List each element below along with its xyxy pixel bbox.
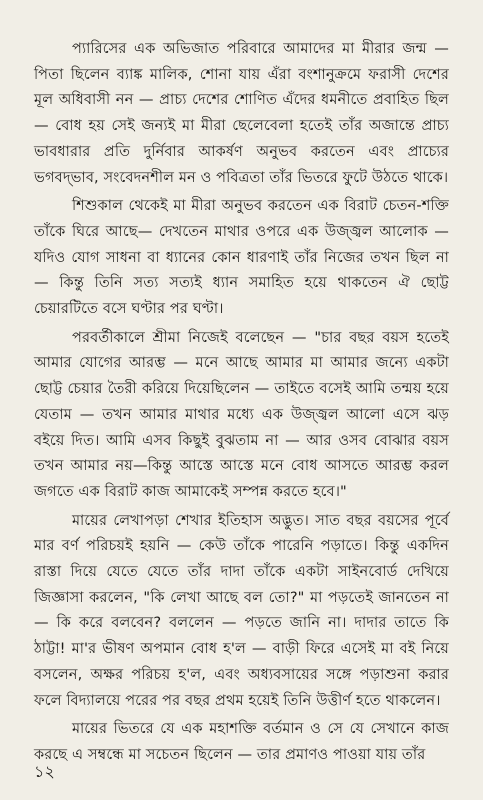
paragraph-5: মায়ের ভিতরে যে এক মহাশক্তি বর্তমান ও সে যে সেখানে কাজ করছে এ সম্বন্ধে মা সচেতন ছিলেন — তার প্রমাণও পাওয়া যায় তাঁর bbox=[34, 720, 449, 763]
page-number: ১২ bbox=[34, 762, 55, 781]
body-text bbox=[34, 36, 449, 768]
paragraph-3: পরবর্তীকালে শ্রীমা নিজেই বলেছেন — "চার বছর বয়স হতেই আমার যোগের আরম্ভ — মনে আছে আমার মা আমার জন্যে একটা ছোট্ট চেয়ার তৈরী করিয়ে দিয়েছিলেন — তাইতে বসেই আমি তন্ময় হয়ে যেতাম — তখন আমার মাথার মধ্যে এক উজ্জ্বল আলো এসে ঝড় বইয়ে দিত। আমি এসব কিছুই বুঝতাম না — আর ওসব বোঝার বয়স তখন আমার নয়—কিন্তু আস্তে আস্তে মনে বোধ আসতে আরম্ভ করল জগতে এক বিরাট কাজ আমাকেই সম্পন্ন করতে হবে।" bbox=[34, 328, 449, 500]
paragraph-4: মায়ের লেখাপড়া শেখার ইতিহাস অদ্ভুত। সাত বছর বয়সের পূর্বে মার বর্ণ পরিচয়ই হয়নি — কেউ তাঁকে পারেনি পড়াতে। কিন্তু একদিন রাস্তা দিয়ে যেতে যেতে তাঁর দাদা তাঁকে একটা সাইনবোর্ড দেখিয়ে জিজ্ঞাসা করলেন, "কি লেখা আছে বল তো?" মা পড়তেই জানতেন না — কি করে বলবেন? বললেন — পড়তে জানি না। দাদার তাতে কি ঠাট্টা! মা'র ভীষণ অপমান বোধ হ'ল — বাড়ী ফিরে এসেই মা বই নিয়ে বসলেন, অক্ষর পরিচয় হ'ল, এবং অধ্যবসায়ের সঙ্গে পড়াশুনা করার ফলে বিদ্যালয়ে পরের পর বছর প্রথম হয়েই তিনি উত্তীর্ণ হতে থাকলেন। bbox=[34, 511, 449, 709]
paragraph-1: প্যারিসের এক অভিজাত পরিবারে আমাদের মা মীরার জন্ম — পিতা ছিলেন ব্যাঙ্ক মালিক, শোনা যায় এঁরা বংশানুক্রমে ফরাসী দেশের মূল অধিবাসী নন — প্রাচ্য দেশের শোণিত এঁদের ধমনীতে প্রবাহিত ছিল — বোধ হয় সেই জন্যই মা মীরা ছেলেবেলা হতেই তাঁর অজান্তে প্রাচ্য ভাবধারার প্রতি দুর্নিবার আকর্ষণ অনুভব করতেন এবং প্রাচ্যের ভগবদ্‌ভাব, সংবেদনশীল মন ও পবিত্রতা তাঁর ভিতরে ফুটে উঠতে থাকে। bbox=[34, 40, 449, 186]
paragraph-2: শিশুকাল থেকেই মা মীরা অনুভব করতেন এক বিরাট চেতন-শক্তি তাঁকে ঘিরে আছে— দেখতেন মাথার ওপরে এক উজ্জ্বল আলোক — যদিও যোগ সাধনা বা ধ্যানের কোন ধারণাই তাঁর নিজের তখন ছিল না — কিন্তু তিনি সত্য সত্যই ধ্যান সমাহিত হয়ে থাকতেন ঐ ছোট্ট চেয়ারটিতে বসে ঘণ্টার পর ঘণ্টা। bbox=[34, 197, 449, 318]
